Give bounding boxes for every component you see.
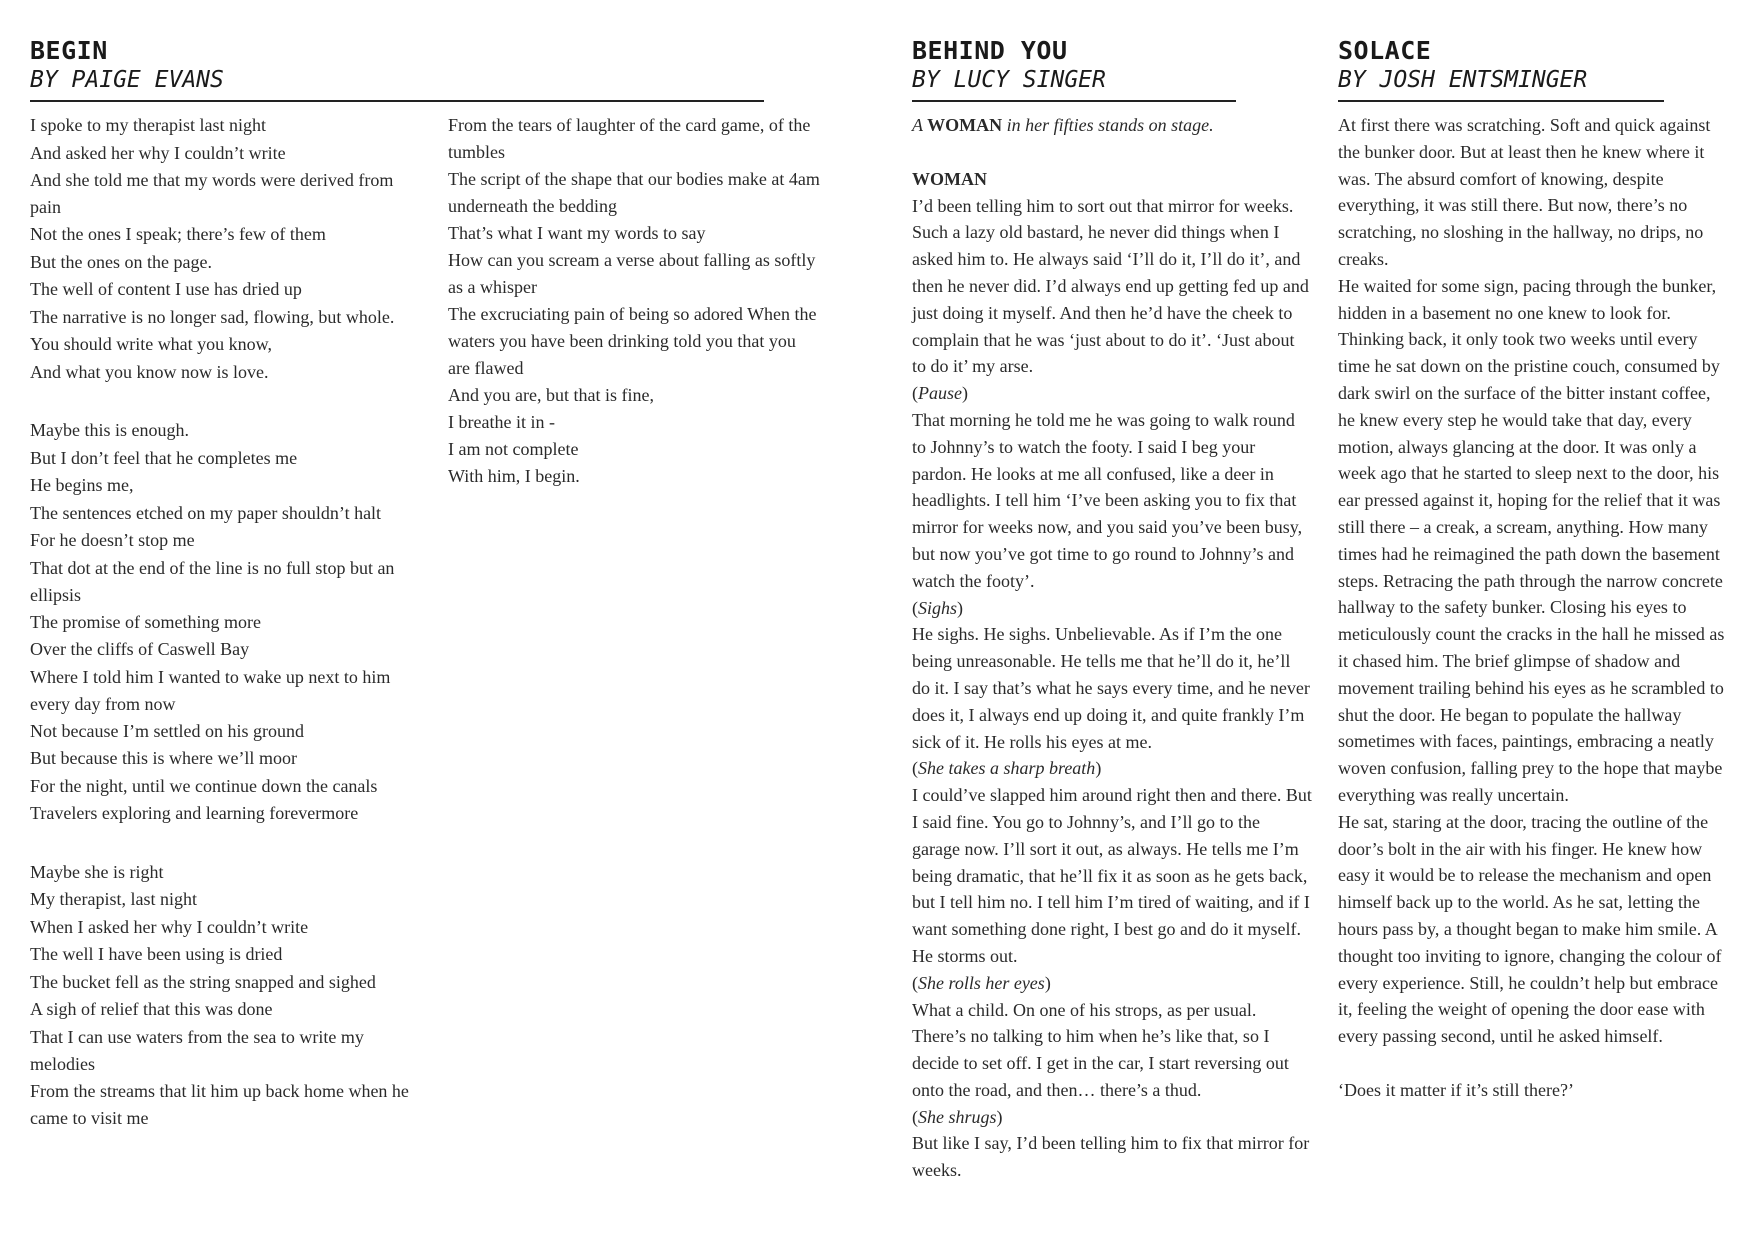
poem-line: From the streams that lit him up back home when he came to visit me [30, 1080, 409, 1128]
poem-line: For the night, until we continue down the canals [30, 775, 378, 796]
begin-poem-column-1 [30, 112, 428, 1132]
poem-line: The well of content I use has dried up [30, 279, 302, 299]
speech-paragraph: I could’ve slapped him around right then and there. But I said fine. You go to Johnny’s, and I’ll go to the garage now. I’ll sort it out, as always. He tells me I’m being dramatic, that he’ll fix it as soon as he gets back, but I tell him no. I tell him I’m tired of waiting, and if I want something done right, I best go and do it myself. He storms out. [912, 785, 1312, 966]
poem-line: But because this is where we’ll moor [30, 748, 297, 768]
poem-line: That dot at the end of the line is no full stop but an ellipsis [30, 557, 395, 605]
speech-paragraph: I’d been telling him to sort out that mirror for weeks. Such a lazy old bastard, he never did things when I asked him to. He always said ‘I’ll do it, I’ll do it’, and then he never did. I’d always end up getting fed up and just doing it myself. And then he’d have the cheek to complain that he was ‘just about to do it’. ‘Just about to do it’ my arse. [912, 195, 1309, 377]
poem-line: I breathe it in - [448, 412, 555, 432]
poem-line: I spoke to my therapist last night [30, 115, 266, 135]
poem-line: And asked her why I couldn’t write [30, 142, 286, 163]
poem-line: Travelers exploring and learning forevermore [30, 803, 359, 823]
poem-line: I am not complete [448, 439, 579, 459]
poem-line: Maybe she is right [30, 861, 164, 882]
poem-line: For he doesn’t stop me [30, 530, 195, 550]
poem-line: With him, I begin. [448, 466, 580, 486]
speech-paragraph: That morning he told me he was going to walk round to Johnny’s to watch the footy. I said I beg your pardon. He looks at me all confused, like a deer in headlights. I tell him ‘I’ve been asking you to fix that mirror for weeks now, and you said you’ve been busy, but now you’ve got time to go round to Johnny’s and watch the footy’. [912, 409, 1303, 591]
stage-direction: (She takes a sharp breath) [912, 758, 1102, 779]
poem-line: Not because I’m settled on his ground [30, 720, 304, 741]
solace-author: BY JOSH ENTSMINGER [1338, 67, 1588, 93]
intro-rest: in her fifties stands on stage. [1002, 115, 1214, 135]
poem-line: That’s what I want my words to say [448, 223, 706, 243]
begin-author: BY PAIGE EVANS [30, 67, 224, 93]
poem-line: He begins me, [30, 475, 134, 495]
stage-direction: (She rolls her eyes) [912, 972, 1051, 993]
poem-line: But I don’t feel that he completes me [30, 447, 298, 468]
poem-line: The sentences etched on my paper shouldn’t halt [30, 502, 382, 523]
solace-header [1338, 36, 1664, 102]
stanza-break [30, 828, 428, 859]
intro-a: A [912, 115, 928, 135]
behind-header [912, 36, 1236, 102]
poem-line: A sigh of relief that this was done [30, 999, 273, 1019]
stage-direction: (Pause) [912, 383, 968, 404]
begin-title: BEGIN [30, 36, 108, 65]
poem-line: The bucket fell as the string snapped and sighed [30, 971, 376, 992]
poem-line: And you are, but that is fine, [448, 385, 654, 405]
poem-line: How can you scream a verse about falling as softly as a whisper [448, 250, 816, 297]
poem-line: The narrative is no longer sad, flowing, but whole. [30, 306, 395, 327]
stage-intro [912, 112, 1312, 139]
paragraph-break [1338, 1050, 1732, 1077]
begin-header [30, 36, 764, 102]
poem-line: The script of the shape that our bodies make at 4am underneath the bedding [448, 169, 820, 216]
speech-paragraph: He sighs. He sighs. Unbelievable. As if I’m the one being unreasonable. He tells me that he’ll do it, he’ll do it. I say that’s what he says every time, and he never does it, I always end up doing it, and quite frankly I’m sick of it. He rolls his eyes at me. [912, 624, 1310, 752]
poem-line: Over the cliffs of Caswell Bay [30, 639, 250, 659]
script-blocks [912, 193, 1312, 1184]
poem-line: Maybe this is enough. [30, 420, 189, 440]
stage-direction: (She shrugs) [912, 1106, 1003, 1127]
spacer [912, 139, 1312, 166]
speaker-name: WOMAN [912, 168, 987, 189]
begin-poem-column-2 [448, 112, 822, 490]
poem-line: From the tears of laughter of the card game, of the tumbles [448, 115, 811, 162]
poem-line: Not the ones I speak; there’s few of them [30, 224, 326, 244]
stage-direction: (Sighs) [912, 597, 964, 618]
behind-author: BY LUCY SINGER [912, 67, 1106, 93]
poem-line: You should write what you know, [30, 334, 273, 354]
behind-script-column [912, 112, 1312, 1184]
poem-line: That I can use waters from the sea to write my melodies [30, 1026, 364, 1074]
poem-line: But the ones on the page. [30, 251, 212, 272]
solace-story-column [1338, 112, 1732, 1104]
poem-line: When I asked her why I couldn’t write [30, 916, 309, 937]
solace-title: SOLACE [1338, 36, 1432, 65]
poem-line: The promise of something more [30, 611, 261, 632]
story-paragraph: ‘Does it matter if it’s still there?’ [1338, 1079, 1574, 1100]
behind-title: BEHIND YOU [912, 36, 1068, 65]
story-paragraph: At first there was scratching. Soft and quick against the bunker door. But at least then he knew where it was. The absurd comfort of knowing, despite everything, it was still there. But now, there’s no scratching, no sloshing in the hallway, no drips, no creaks. [1338, 115, 1711, 269]
poem-line: My therapist, last night [30, 889, 197, 909]
speech-paragraph: But like I say, I’d been telling him to fix that mirror for weeks. [912, 1133, 1310, 1181]
intro-role: WOMAN [927, 115, 1003, 135]
story-paragraph: He waited for some sign, pacing through the bunker, hidden in a basement no one knew to look for. Thinking back, it only took two weeks until every time he sat down on the pristine couch, consumed by dark swirl on the surface of the bitter instant coffee, he knew every step he would take that day, every motion, always glancing at the door. It was only a week ago that he started to sleep next to the door, his ear pressed against it, hoping for the relief that it was still there – a creak, a scream, anything. How many times had he reimagined the path down the basement steps. Retracing the path through the narrow concrete hallway to the safety bunker. Closing his eyes to meticulously count the cracks in the hall he missed as it chased him. The brief glimpse of shadow and movement trailing behind his eyes as he scrambled to shut the door. He began to populate the hallway sometimes with faces, paintings, embracing a neatly woven confusion, falling prey to the hope that maybe everything was really uncertain. [1338, 275, 1725, 805]
stanza-break [30, 386, 428, 417]
poem-line: And what you know now is love. [30, 361, 269, 382]
poem-line: Where I told him I wanted to wake up next to him every day from now [30, 666, 391, 714]
poem-line: The well I have been using is dried [30, 944, 283, 964]
poem-line: The excruciating pain of being so adored When the waters you have been drinking told you that you are flawed [448, 304, 817, 378]
speech-paragraph: What a child. On one of his strops, as per usual. There’s no talking to him when he’s like that, so I decide to set off. I get in the car, I start reversing out onto the road, and then… there’s a thud. [912, 999, 1289, 1100]
story-paragraph: He sat, staring at the door, tracing the outline of the door’s bolt in the air with his finger. He knew how easy it would be to release the mechanism and open himself back up to the world. As he sat, letting the hours pass by, a thought began to make him smile. A thought too inviting to ignore, changing the colour of every experience. Still, he couldn’t help but embrace it, feeling the weight of opening the door ease with every passing second, until he asked himself. [1338, 811, 1722, 1047]
poem-line: And she told me that my words were derived from pain [30, 170, 394, 217]
